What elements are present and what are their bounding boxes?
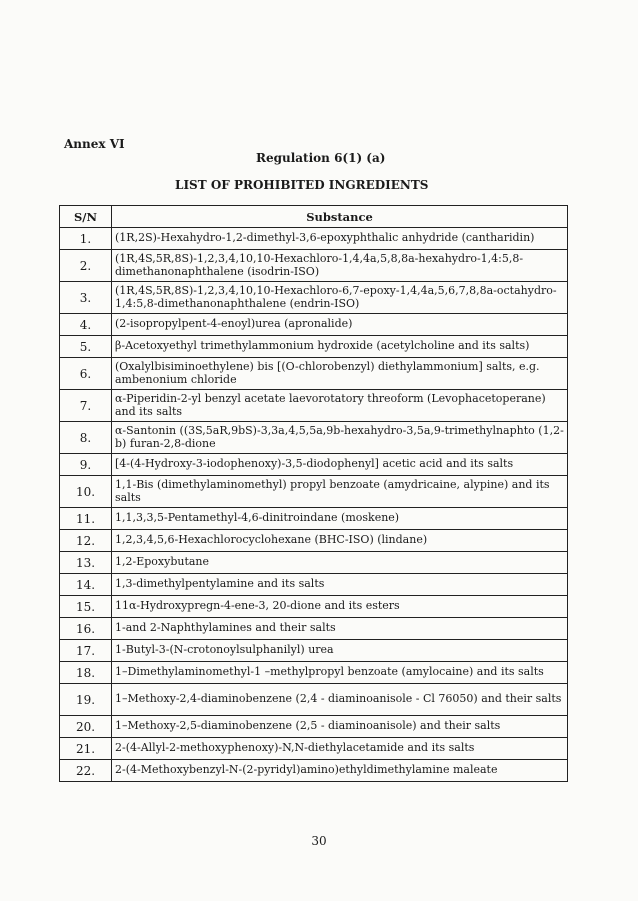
substance-cell: 1-Butyl-3-(N-crotonoylsulphanilyl) urea — [112, 640, 568, 662]
sn-cell: 3. — [60, 282, 112, 314]
sn-cell: 20. — [60, 716, 112, 738]
substance-cell: (1R,2S)-Hexahydro-1,2-dimethyl-3,6-epoxyphthalic anhydride (cantharidin) — [112, 228, 568, 250]
substance-cell: 1–Dimethylaminomethyl-1 –methylpropyl benzoate (amylocaine) and its salts — [112, 662, 568, 684]
substance-cell: α-Piperidin-2-yl benzyl acetate laevorotatory threoform (Levophacetoperane) and its salts — [112, 390, 568, 422]
substance-cell: 1–Methoxy-2,4-diaminobenzene (2,4 - diaminoanisole - Cl 76050) and their salts — [112, 684, 568, 716]
table-row — [60, 760, 568, 782]
table-row — [60, 738, 568, 760]
table-row — [60, 282, 568, 314]
table-row — [60, 476, 568, 508]
table-row — [60, 716, 568, 738]
sn-cell: 5. — [60, 336, 112, 358]
table-header-row — [60, 206, 568, 228]
sn-cell: 15. — [60, 596, 112, 618]
substance-cell: 1-and 2-Naphthylamines and their salts — [112, 618, 568, 640]
substance-cell: 1,2,3,4,5,6-Hexachlorocyclohexane (BHC-ISO) (lindane) — [112, 530, 568, 552]
annex-heading: Annex VI — [64, 137, 125, 151]
substance-cell: 2-(4-Methoxybenzyl-N-(2-pyridyl)amino)ethyldimethylamine maleate — [112, 760, 568, 782]
substance-cell: (Oxalylbisiminoethylene) bis [(O-chlorobenzyl) diethylammonium] salts, e.g. ambenonium chloride — [112, 358, 568, 390]
page-number: 30 — [311, 834, 327, 848]
substance-cell: 11α-Hydroxypregn-4-ene-3, 20-dione and its esters — [112, 596, 568, 618]
sn-cell: 7. — [60, 390, 112, 422]
table-row — [60, 662, 568, 684]
sn-column-header: S/N — [60, 206, 112, 228]
table-row — [60, 508, 568, 530]
sn-cell: 16. — [60, 618, 112, 640]
table-row — [60, 336, 568, 358]
table-row — [60, 640, 568, 662]
sn-cell: 4. — [60, 314, 112, 336]
substance-cell: 1,1,3,3,5-Pentamethyl-4,6-dinitroindane (moskene) — [112, 508, 568, 530]
sn-cell: 9. — [60, 454, 112, 476]
sn-cell: 14. — [60, 574, 112, 596]
substance-cell: (1R,4S,5R,8S)-1,2,3,4,10,10-Hexachloro-6,7-epoxy-1,4,4a,5,6,7,8,8a-octahydro-1,4:5,8-dimethanonaphthalene (endrin-ISO) — [112, 282, 568, 314]
sn-cell: 19. — [60, 684, 112, 716]
sn-cell: 12. — [60, 530, 112, 552]
table-row — [60, 250, 568, 282]
regulation-heading: Regulation 6(1) (a) — [256, 151, 386, 165]
substance-cell: α-Santonin ((3S,5aR,9bS)-3,3a,4,5,5a,9b-hexahydro-3,5a,9-trimethylnaphto (1,2-b) furan-2,8-dione — [112, 422, 568, 454]
substance-cell: 1,1-Bis (dimethylaminomethyl) propyl benzoate (amydricaine, alypine) and its salts — [112, 476, 568, 508]
sn-cell: 8. — [60, 422, 112, 454]
table-row — [60, 552, 568, 574]
substance-cell: 1,2-Epoxybutane — [112, 552, 568, 574]
substance-cell: 2-(4-Allyl-2-methoxyphenoxy)-N,N-diethylacetamide and its salts — [112, 738, 568, 760]
substance-cell: 1,3-dimethylpentylamine and its salts — [112, 574, 568, 596]
table-row — [60, 228, 568, 250]
substance-cell: β-Acetoxyethyl trimethylammonium hydroxide (acetylcholine and its salts) — [112, 336, 568, 358]
table-row — [60, 574, 568, 596]
sn-cell: 6. — [60, 358, 112, 390]
sn-cell: 17. — [60, 640, 112, 662]
table-row — [60, 358, 568, 390]
table-row — [60, 684, 568, 716]
substance-cell: (2-isopropylpent-4-enoyl)urea (apronalide) — [112, 314, 568, 336]
prohibited-ingredients-table — [59, 205, 568, 782]
table-row — [60, 422, 568, 454]
sn-cell: 18. — [60, 662, 112, 684]
sn-cell: 22. — [60, 760, 112, 782]
substance-cell: [4-(4-Hydroxy-3-iodophenoxy)-3,5-diodophenyl] acetic acid and its salts — [112, 454, 568, 476]
sn-cell: 1. — [60, 228, 112, 250]
substance-cell: 1–Methoxy-2,5-diaminobenzene (2,5 - diaminoanisole) and their salts — [112, 716, 568, 738]
sn-cell: 21. — [60, 738, 112, 760]
table-row — [60, 454, 568, 476]
sn-cell: 13. — [60, 552, 112, 574]
list-title: LIST OF PROHIBITED INGREDIENTS — [175, 178, 429, 192]
table-row — [60, 530, 568, 552]
table-row — [60, 618, 568, 640]
table-row — [60, 314, 568, 336]
substance-cell: (1R,4S,5R,8S)-1,2,3,4,10,10-Hexachloro-1,4,4a,5,8,8a-hexahydro-1,4:5,8-dimethanonaphthalene (isodrin-ISO) — [112, 250, 568, 282]
table-row — [60, 596, 568, 618]
substance-column-header: Substance — [112, 206, 568, 228]
table-row — [60, 390, 568, 422]
sn-cell: 11. — [60, 508, 112, 530]
sn-cell: 10. — [60, 476, 112, 508]
sn-cell: 2. — [60, 250, 112, 282]
